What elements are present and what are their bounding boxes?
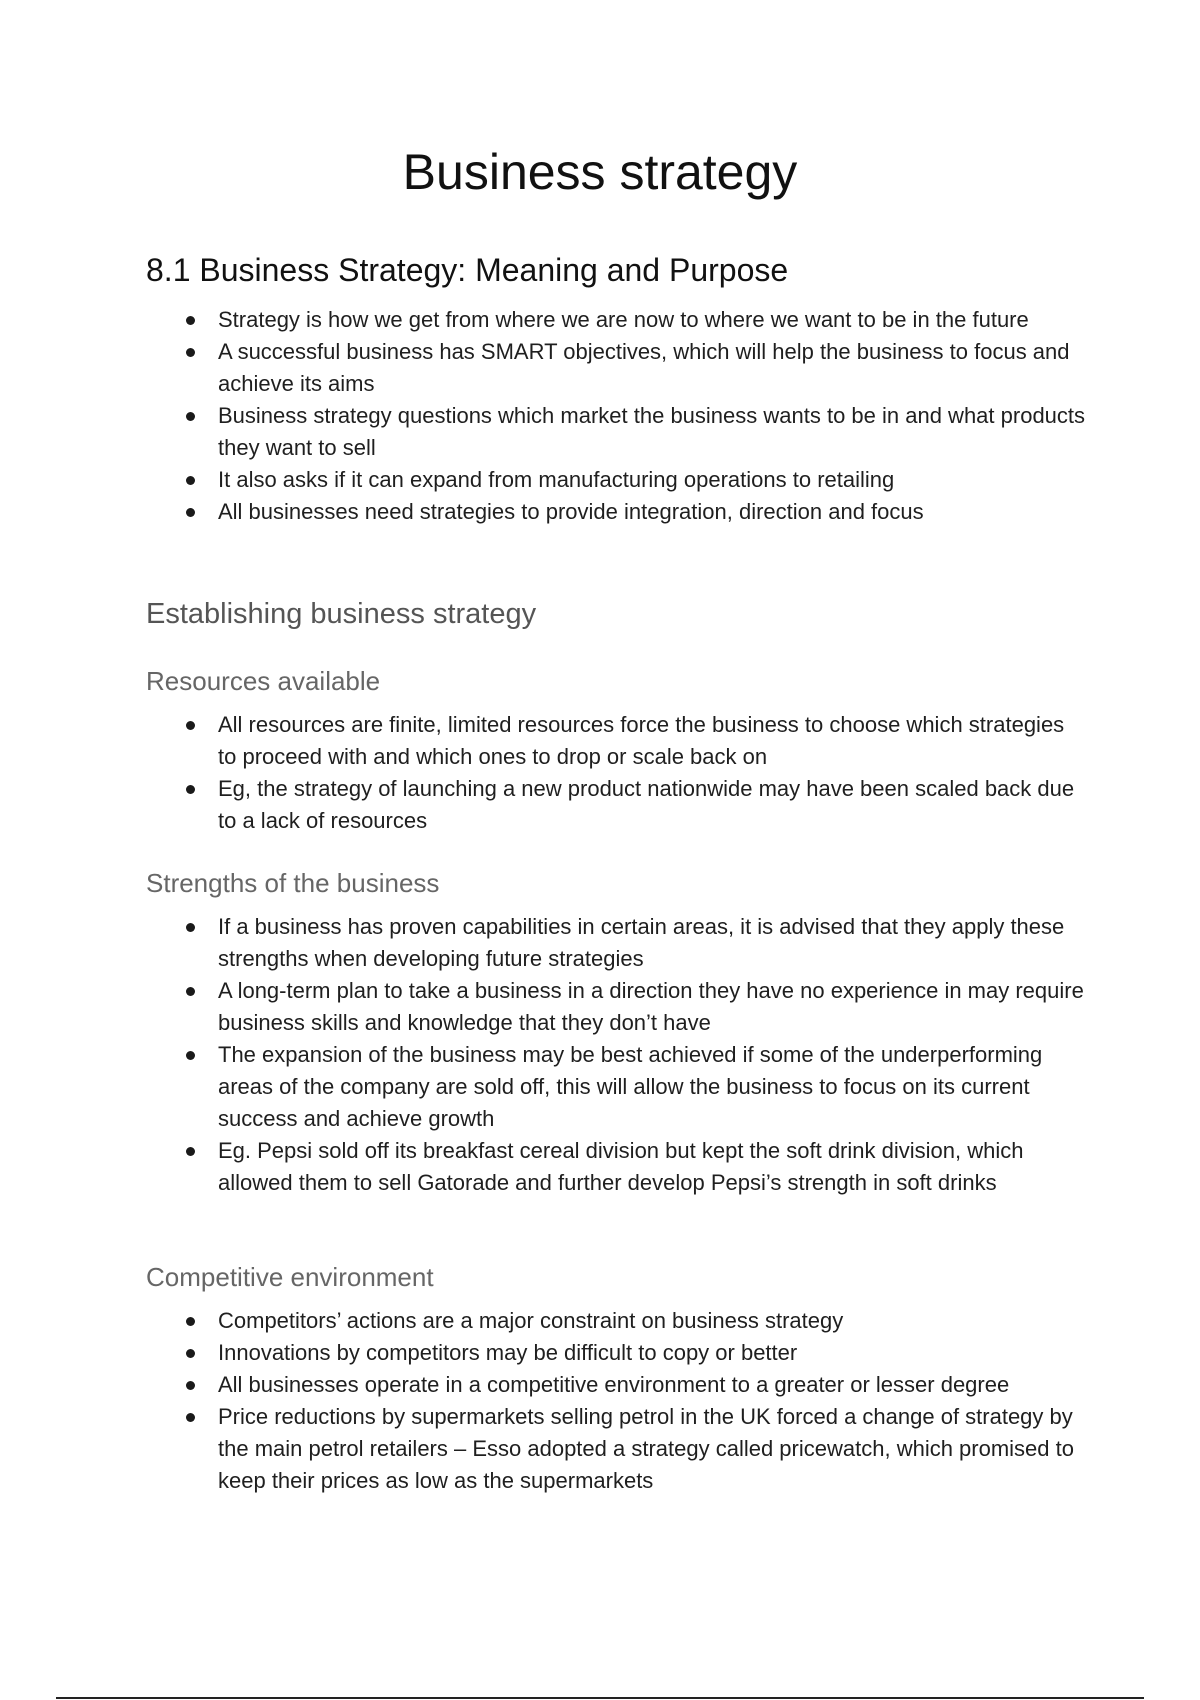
bullet-icon [186,1317,195,1326]
list-item-text: Price reductions by supermarkets selling petrol in the UK forced a change of strategy by the main petrol retailers – Esso adopted a strategy called pricewatch, which promised to keep their prices as low as the supermarkets [218,1404,1074,1493]
list-item-text: All resources are finite, limited resources force the business to choose which strategies to proceed with and which ones to drop or scale back on [218,712,1065,769]
list-item-text: It also asks if it can expand from manufacturing operations to retailing [218,467,895,492]
bullet-list-meaning-purpose [186,304,1086,528]
list-item [186,304,1086,336]
list-item [186,336,1086,400]
list-item-text: All businesses need strategies to provide integration, direction and focus [218,499,924,524]
bullet-icon [186,1051,195,1060]
bullet-icon [186,923,195,932]
bullet-icon [186,1349,195,1358]
list-item [186,464,1086,496]
footer-divider [56,1697,1144,1699]
list-item [186,975,1086,1039]
list-item [186,1401,1086,1497]
bullet-icon [186,1147,195,1156]
subheading-resources-available: Resources available [146,666,381,696]
bullet-icon [186,721,195,730]
bullet-icon [186,987,195,996]
list-item [186,709,1086,773]
bullet-icon [186,316,195,325]
list-item [186,1305,1086,1337]
list-item [186,496,1086,528]
bullet-icon [186,412,195,421]
list-item [186,400,1086,464]
list-item-text: A successful business has SMART objectives, which will help the business to focus and achieve its aims [218,339,1070,396]
section-heading-8-1: 8.1 Business Strategy: Meaning and Purpose [146,252,789,288]
list-item-text: Competitors’ actions are a major constraint on business strategy [218,1308,844,1333]
list-item-text: A long-term plan to take a business in a direction they have no experience in may require business skills and knowledge that they don’t have [218,978,1084,1035]
document-title: Business strategy [402,144,798,200]
bullet-icon [186,1413,195,1422]
list-item [186,1369,1086,1401]
bullet-icon [186,508,195,517]
list-item-text: Eg. Pepsi sold off its breakfast cereal division but kept the soft drink division, which allowed them to sell Gatorade and further develop Pepsi’s strength in soft drinks [218,1138,1024,1195]
subheading-competitive-environment: Competitive environment [146,1262,434,1292]
bullet-list-resources [186,709,1086,837]
list-item [186,773,1086,837]
section-heading-establishing: Establishing business strategy [146,598,537,630]
bullet-icon [186,348,195,357]
list-item-text: All businesses operate in a competitive environment to a greater or lesser degree [218,1372,1010,1397]
list-item-text: Strategy is how we get from where we are now to where we want to be in the future [218,307,1029,332]
list-item [186,911,1086,975]
list-item-text: Eg, the strategy of launching a new product nationwide may have been scaled back due to a lack of resources [218,776,1075,833]
list-item-text: Innovations by competitors may be difficult to copy or better [218,1340,798,1365]
bullet-list-strengths [186,911,1086,1199]
list-item [186,1337,1086,1369]
list-item-text: If a business has proven capabilities in certain areas, it is advised that they apply these strengths when developing future strategies [218,914,1065,971]
list-item-text: Business strategy questions which market the business wants to be in and what products they want to sell [218,403,1086,460]
bullet-list-competitive [186,1305,1086,1497]
bullet-icon [186,476,195,485]
bullet-icon [186,785,195,794]
list-item-text: The expansion of the business may be best achieved if some of the underperforming areas of the company are sold off, this will allow the business to focus on its current success and achieve growth [218,1042,1043,1131]
bullet-icon [186,1381,195,1390]
list-item [186,1039,1086,1135]
subheading-strengths: Strengths of the business [146,868,440,898]
list-item [186,1135,1086,1199]
